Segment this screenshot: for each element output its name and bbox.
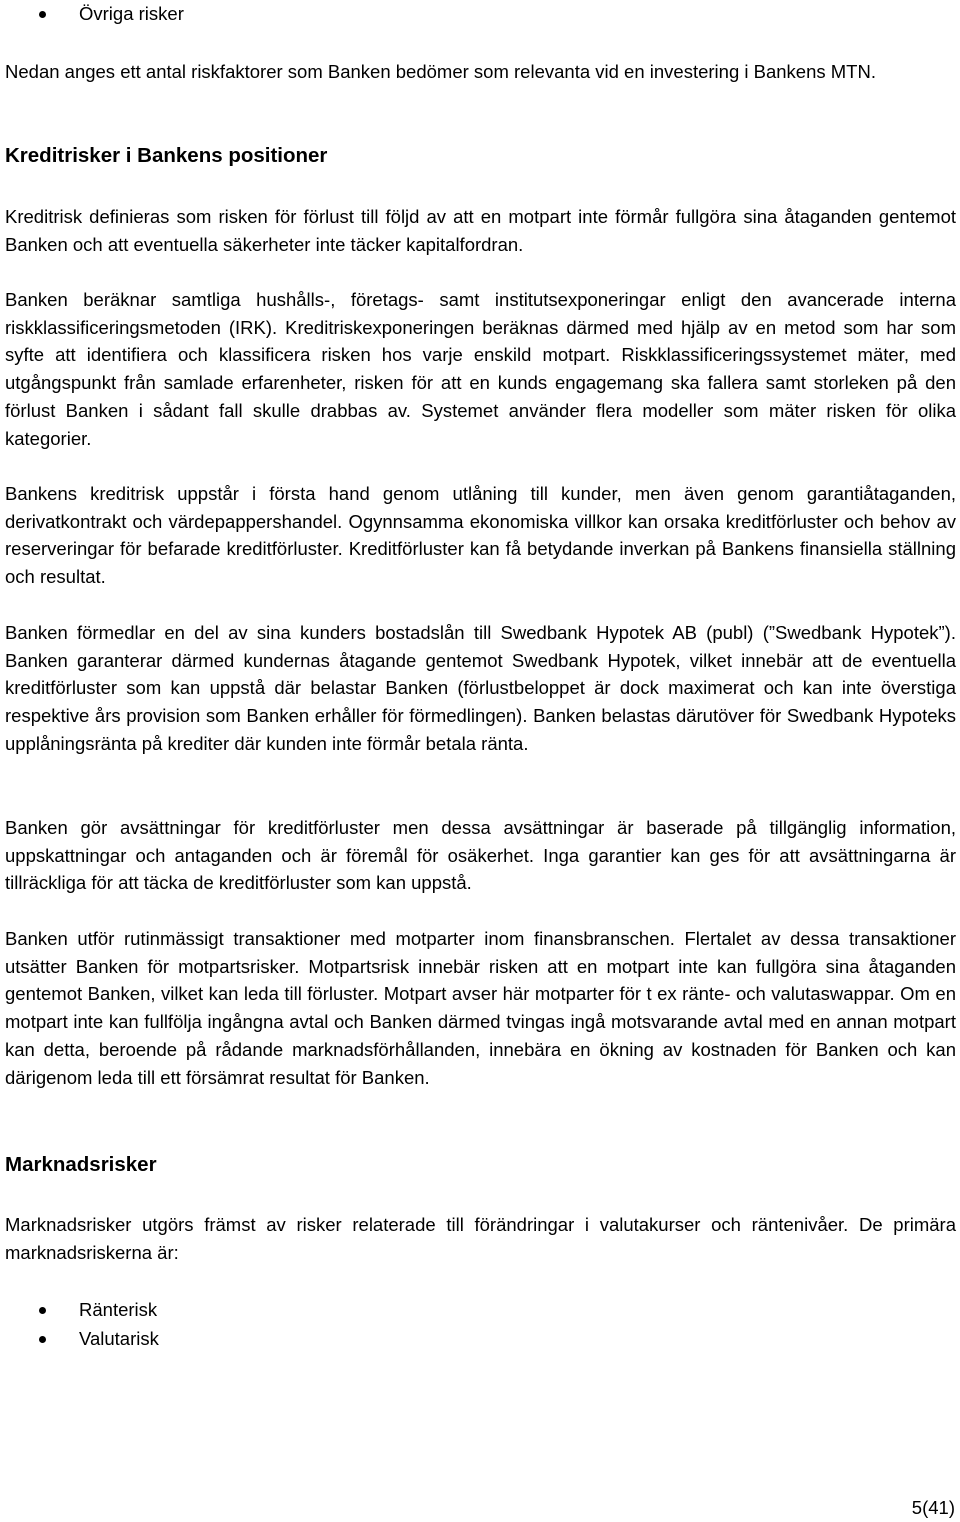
page-number: 5(41) [911,1497,955,1518]
bullet-text: Övriga risker [79,3,184,24]
paragraph: Banken förmedlar en del av sina kunders bostadslån till Swedbank Hypotek AB (publ) (”Swedbank Hypotek”). Banken garanterar därmed kundernas åtagande gentemot Swedbank Hypotek, vilket innebär att de eventuella kreditförluster som kan uppstå där belastar Banken (förlustbeloppet är dock maximerat och kan inte överstiga respektive års provision som Banken erhåller för förmedlingen). Banken belastas därutöver för Swedbank Hypoteks upplåningsränta på krediter där kunden inte förmår betala ränta. [5,622,956,754]
bullet-text: Valutarisk [79,1328,159,1349]
intro-paragraph: Nedan anges ett antal riskfaktorer som Banken bedömer som relevanta vid en investering i Bankens MTN. [5,61,876,82]
paragraph: Banken gör avsättningar för kreditförluster men dessa avsättningar är baserade på tillgänglig information, uppskattningar och antaganden och är föremål för osäkerhet. Inga garantier kan ges för att avsättningarna är tillräckliga för att täcka de kreditförluster som kan uppstå. [5,817,956,894]
bullet-text: Ränterisk [79,1299,158,1320]
paragraph: Banken beräknar samtliga hushålls-, företags- samt institutsexponeringar enligt den avancerade interna riskklassificeringsmetoden (IRK). Kreditriskexponeringen beräknas därmed med hjälp av en metod som har som syfte att identifiera och klassificera risken hos varje enskild motpart. Riskklassificeringssystemet mäter, med utgångspunkt från samlade erfarenheter, risken för att en kunds engagemang ska fallera samt storleken på den förlust Banken i sådant fall skulle drabbas av. Systemet använder flera modeller som mäter risken för olika kategorier. [5,289,956,449]
bullet-item [79,1296,157,1324]
paragraph: Bankens kreditrisk uppstår i första hand genom utlåning till kunder, men även genom garantiåtaganden, derivatkontrakt och värdepappershandel. Ogynnsamma ekonomiska villkor kan orsaka kreditförluster och behov av reserveringar för befarade kreditförluster. Kreditförluster kan få betydande inverkan på Bankens finansiella ställning och resultat. [5,483,956,588]
bullet-dot-icon [39,1336,46,1343]
bullet-dot-icon [39,1307,46,1314]
bullet-item [79,0,184,28]
bullet-dot-icon [39,11,46,18]
paragraph: Banken utför rutinmässigt transaktioner med motparter inom finansbranschen. Flertalet av dessa transaktioner utsätter Banken för motpartsrisker. Motpartsrisk innebär risken att en motpart inte kan fullgöra sina åtaganden gentemot Banken, vilket kan leda till förluster. Motpart avser här motparter för t ex ränte- och valutaswappar. Om en motpart inte kan fullfölja ingångna avtal och Banken därmed tvingas ingå motsvarande avtal med en annan motpart kan detta, beroende på rådande marknadsförhållanden, innebära en ökning av kostnaden för Banken och kan därigenom leda till ett försämrat resultat för Banken. [5,928,956,1088]
bullet-item [79,1325,159,1353]
section-heading-kreditrisker: Kreditrisker i Bankens positioner [5,144,328,167]
paragraph: Kreditrisk definieras som risken för förlust till följd av att en motpart inte förmår fullgöra sina åtaganden gentemot Banken och att eventuella säkerheter inte täcker kapitalfordran. [5,206,956,255]
paragraph: Marknadsrisker utgörs främst av risker relaterade till förändringar i valutakurser och räntenivåer. De primära marknadsriskerna är: [5,1214,956,1263]
section-heading-marknadsrisker: Marknadsrisker [5,1153,157,1176]
